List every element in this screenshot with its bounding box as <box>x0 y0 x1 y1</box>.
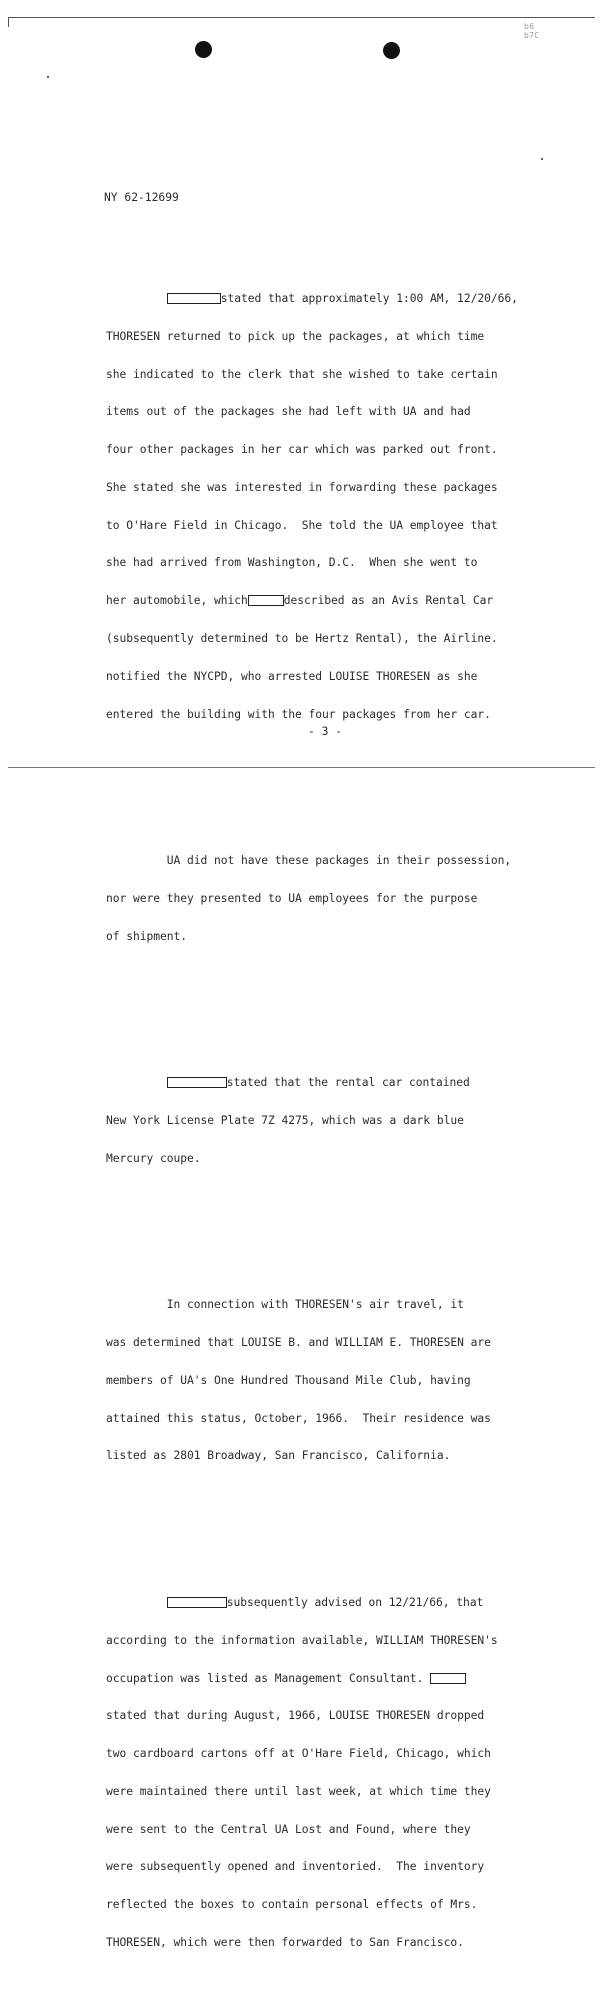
text-line: were sent to the Central UA Lost and Found, where they <box>106 1822 471 1836</box>
redaction-box <box>167 1077 227 1088</box>
text-line <box>106 293 606 306</box>
text-line <box>106 1299 606 1312</box>
scan-speck <box>541 158 543 160</box>
text-line: New York License Plate 7Z 4275, which was a dark blue <box>106 1113 464 1127</box>
text-line: she indicated to the clerk that she wished to take certain <box>106 367 498 381</box>
text-line: listed as 2801 Broadway, San Francisco, California. <box>106 1449 451 1463</box>
page-border-corner <box>8 17 9 27</box>
punch-hole <box>195 41 212 58</box>
page-number: - 3 - <box>308 725 343 738</box>
redaction-box <box>167 1597 227 1608</box>
paragraph <box>106 1052 606 1191</box>
line-text: UA did not have these packages in their possession, <box>166 854 512 868</box>
page-border-top <box>8 17 595 18</box>
line-text: stated that the rental car contained <box>226 1076 470 1090</box>
memo-body <box>106 230 606 2000</box>
text-line: were subsequently opened and inventoried. The inventory <box>106 1860 485 1874</box>
text-line: she had arrived from Washington, D.C. When she went to <box>106 556 478 570</box>
paragraph <box>106 1274 606 1488</box>
paragraph <box>106 1572 606 1975</box>
text-line: items out of the packages she had left with UA and had <box>106 405 471 419</box>
text-line: (subsequently determined to be Hertz Rental), the Airline. <box>106 632 498 645</box>
text-line: were maintained there until last week, at which time they <box>106 1784 491 1798</box>
text-line: was determined that LOUISE B. and WILLIAM E. THORESEN are <box>106 1336 491 1350</box>
text-line <box>106 1597 606 1610</box>
text-line: She stated she was interested in forwarding these packages <box>106 480 498 494</box>
scan-speck <box>47 76 49 78</box>
text-line: entered the building with the four packages from her car. <box>106 707 491 721</box>
file-number: NY 62-12699 <box>104 191 179 204</box>
text-line: attained this status, October, 1966. Their residence was <box>106 1411 491 1425</box>
line-text: her automobile, which <box>106 594 248 608</box>
redaction-box <box>248 595 284 606</box>
line-text: subsequently advised on 12/21/66, that <box>226 1595 484 1609</box>
line-text: occupation was listed as Management Consultant. <box>106 1671 424 1685</box>
redaction-box <box>430 1673 466 1684</box>
text-line: to O'Hare Field in Chicago. She told the UA employee that <box>106 518 498 532</box>
text-line: of shipment. <box>106 929 188 943</box>
exemption-codes <box>524 22 539 40</box>
paragraph <box>106 268 606 747</box>
text-line <box>106 1673 606 1686</box>
text-line: THORESEN returned to pick up the packages, at which time <box>106 329 485 343</box>
text-line: four other packages in her car which was parked out front. <box>106 443 498 457</box>
text-line: reflected the boxes to contain personal effects of Mrs. <box>106 1898 478 1912</box>
text-line: two cardboard cartons off at O'Hare Field, Chicago, which <box>106 1747 491 1761</box>
line-text: In connection with THORESEN's air travel, it <box>166 1298 464 1312</box>
text-line <box>106 595 606 608</box>
text-line: nor were they presented to UA employees for the purpose <box>106 891 478 905</box>
line-text: described as an Avis Rental Car <box>283 594 494 608</box>
punch-hole <box>383 42 400 59</box>
exemption-code: b6 <box>524 22 535 31</box>
text-line: THORESEN, which were then forwarded to San Francisco. <box>106 1935 464 1949</box>
text-line <box>106 855 606 868</box>
text-line: according to the information available, WILLIAM THORESEN's <box>106 1633 498 1647</box>
text-line: notified the NYCPD, who arrested LOUISE THORESEN as she <box>106 669 478 683</box>
text-line: members of UA's One Hundred Thousand Mile Club, having <box>106 1373 471 1387</box>
redaction-box <box>167 293 221 304</box>
text-line: Mercury coupe. <box>106 1151 201 1165</box>
text-line: stated that during August, 1966, LOUISE THORESEN dropped <box>106 1709 485 1723</box>
line-text: stated that approximately 1:00 AM, 12/20/66, <box>220 291 518 305</box>
exemption-code: b7C <box>524 31 540 40</box>
paragraph <box>106 830 606 969</box>
text-line <box>106 1077 606 1090</box>
